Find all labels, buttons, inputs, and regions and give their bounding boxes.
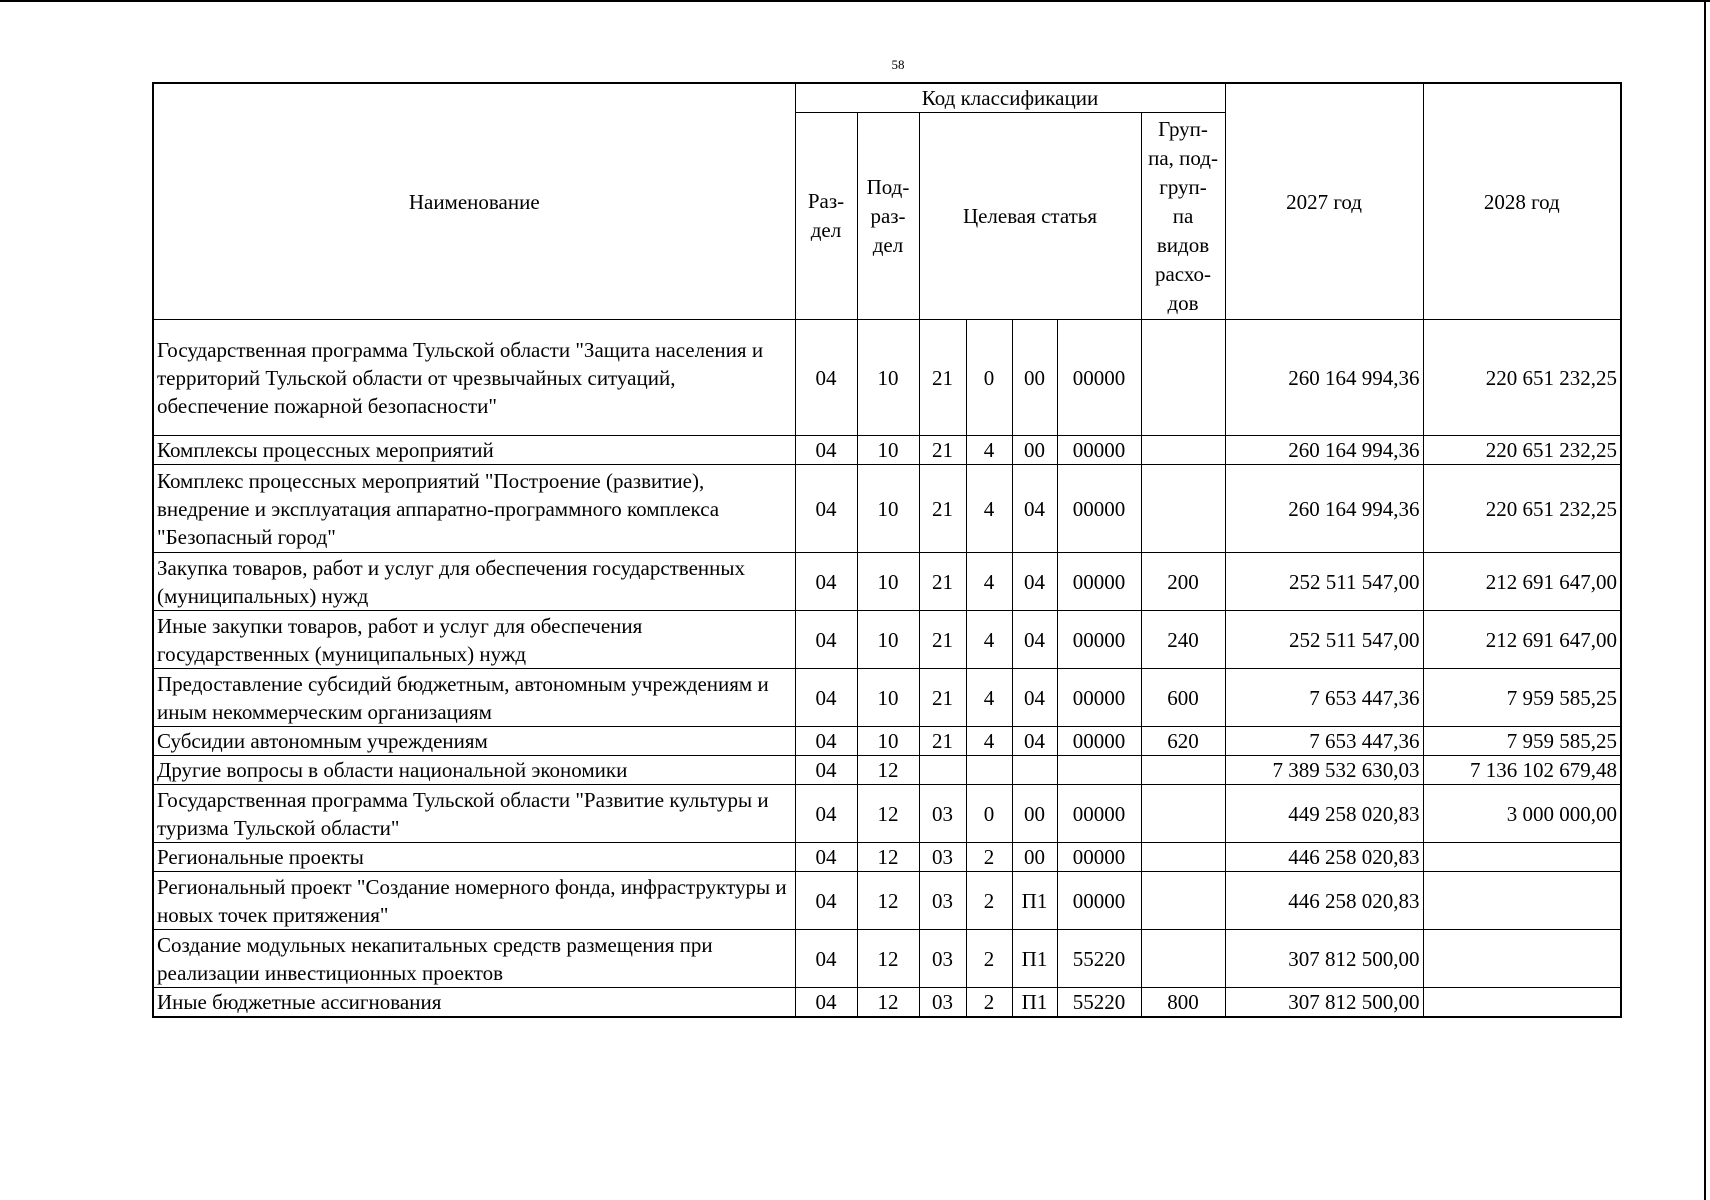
row-target-article-code: 00000 [1057,785,1141,843]
row-name: Государственная программа Тульской области "Развитие культуры и туризма Тульской области" [153,785,795,843]
row-name: Субсидии автономным учреждениям [153,727,795,756]
table-row [153,727,1621,756]
row-subsection: 12 [857,930,919,988]
row-amount-2028: 7 959 585,25 [1423,669,1621,727]
row-subsection: 10 [857,465,919,553]
row-target-article-program: 03 [919,785,966,843]
header-expense-group: Груп- па, под- груп- па видов расхо- дов [1141,113,1225,320]
row-amount-2027: 260 164 994,36 [1225,436,1423,465]
row-amount-2028: 3 000 000,00 [1423,785,1621,843]
table-row [153,465,1621,553]
row-target-article-direction: 04 [1012,465,1057,553]
row-expense-group [1141,785,1225,843]
row-target-article-code: 00000 [1057,553,1141,611]
row-amount-2027: 252 511 547,00 [1225,553,1423,611]
row-name: Комплексы процессных мероприятий [153,436,795,465]
table-row [153,756,1621,785]
row-target-article-direction: П1 [1012,872,1057,930]
row-amount-2027: 7 653 447,36 [1225,727,1423,756]
row-subsection: 12 [857,872,919,930]
row-target-article-direction: 04 [1012,553,1057,611]
row-subsection: 12 [857,988,919,1018]
row-target-article-direction: П1 [1012,930,1057,988]
row-expense-group: 600 [1141,669,1225,727]
table-row [153,872,1621,930]
row-amount-2027: 260 164 994,36 [1225,465,1423,553]
row-amount-2027: 252 511 547,00 [1225,611,1423,669]
row-target-article-code: 00000 [1057,436,1141,465]
row-target-article-code: 00000 [1057,843,1141,872]
table-header [153,83,1621,320]
row-target-article-type: 2 [966,872,1012,930]
row-target-article-direction: 00 [1012,785,1057,843]
row-target-article-program: 21 [919,611,966,669]
row-target-article-program: 03 [919,988,966,1018]
row-amount-2028: 220 651 232,25 [1423,465,1621,553]
row-expense-group: 240 [1141,611,1225,669]
row-amount-2028: 7 136 102 679,48 [1423,756,1621,785]
row-target-article-type: 2 [966,930,1012,988]
row-section: 04 [795,930,857,988]
row-expense-group: 200 [1141,553,1225,611]
row-subsection: 10 [857,553,919,611]
row-section: 04 [795,872,857,930]
row-amount-2028 [1423,872,1621,930]
row-amount-2028: 212 691 647,00 [1423,611,1621,669]
row-subsection: 10 [857,436,919,465]
table-row [153,843,1621,872]
header-target-article: Целевая статья [919,113,1141,320]
table-row [153,553,1621,611]
row-target-article-type [966,756,1012,785]
row-target-article-type: 4 [966,436,1012,465]
row-target-article-direction: П1 [1012,988,1057,1018]
row-amount-2027: 307 812 500,00 [1225,930,1423,988]
row-subsection: 12 [857,785,919,843]
row-amount-2028: 7 959 585,25 [1423,727,1621,756]
page-top-border [0,0,1710,2]
table-row [153,669,1621,727]
page-right-border [1704,0,1706,1200]
row-amount-2028 [1423,843,1621,872]
row-target-article-direction: 00 [1012,436,1057,465]
row-name: Другие вопросы в области национальной экономики [153,756,795,785]
row-target-article-code: 00000 [1057,727,1141,756]
row-target-article-type: 0 [966,785,1012,843]
row-section: 04 [795,320,857,436]
row-target-article-direction: 00 [1012,843,1057,872]
row-target-article-program: 21 [919,669,966,727]
page-number: 58 [891,57,905,72]
header-name: Наименование [153,83,795,320]
row-target-article-direction: 04 [1012,669,1057,727]
row-target-article-code: 00000 [1057,872,1141,930]
row-name: Региональный проект "Создание номерного фонда, инфраструктуры и новых точек притяжения" [153,872,795,930]
table-row [153,930,1621,988]
row-name: Иные закупки товаров, работ и услуг для обеспечения государственных (муниципальных) нужд [153,611,795,669]
budget-table [152,82,1622,1018]
row-target-article-type: 2 [966,988,1012,1018]
row-section: 04 [795,436,857,465]
row-target-article-program: 03 [919,872,966,930]
row-amount-2028 [1423,988,1621,1018]
row-section: 04 [795,843,857,872]
row-name: Региональные проекты [153,843,795,872]
row-section: 04 [795,988,857,1018]
row-target-article-type: 4 [966,465,1012,553]
row-expense-group [1141,436,1225,465]
row-section: 04 [795,465,857,553]
row-target-article-program: 03 [919,843,966,872]
row-name: Иные бюджетные ассигнования [153,988,795,1018]
row-amount-2027: 446 258 020,83 [1225,872,1423,930]
row-target-article-direction: 04 [1012,611,1057,669]
row-target-article-program: 21 [919,436,966,465]
row-expense-group [1141,320,1225,436]
row-expense-group: 620 [1141,727,1225,756]
row-target-article-program: 21 [919,465,966,553]
row-target-article-code: 55220 [1057,988,1141,1018]
header-classification-code: Код классификации [795,83,1225,113]
row-amount-2028: 220 651 232,25 [1423,436,1621,465]
row-expense-group [1141,756,1225,785]
row-expense-group [1141,930,1225,988]
row-name: Комплекс процессных мероприятий "Построение (развитие), внедрение и эксплуатация аппаратно-программного комплекса "Безопасный город" [153,465,795,553]
row-amount-2027: 7 389 532 630,03 [1225,756,1423,785]
table-row [153,611,1621,669]
row-target-article-type: 4 [966,669,1012,727]
table-row [153,436,1621,465]
header-subsection: Под- раз- дел [857,113,919,320]
table-row [153,320,1621,436]
row-section: 04 [795,727,857,756]
row-name: Государственная программа Тульской области "Защита населения и территорий Тульской области от чрезвычайных ситуаций, обеспечение пожарной безопасности" [153,320,795,436]
row-target-article-program: 21 [919,553,966,611]
row-section: 04 [795,669,857,727]
row-target-article-code: 00000 [1057,669,1141,727]
row-name: Создание модульных некапитальных средств размещения при реализации инвестиционных проектов [153,930,795,988]
row-expense-group [1141,843,1225,872]
table-body [153,320,1621,1018]
row-amount-2027: 307 812 500,00 [1225,988,1423,1018]
row-name: Предоставление субсидий бюджетным, автономным учреждениям и иным некоммерческим организациям [153,669,795,727]
row-target-article-type: 0 [966,320,1012,436]
row-subsection: 10 [857,320,919,436]
row-expense-group [1141,465,1225,553]
header-year-2027: 2027 год [1225,83,1423,320]
row-subsection: 10 [857,669,919,727]
row-amount-2027: 260 164 994,36 [1225,320,1423,436]
row-target-article-type: 4 [966,611,1012,669]
row-section: 04 [795,756,857,785]
row-expense-group: 800 [1141,988,1225,1018]
row-amount-2027: 449 258 020,83 [1225,785,1423,843]
row-subsection: 10 [857,727,919,756]
row-name: Закупка товаров, работ и услуг для обеспечения государственных (муниципальных) нужд [153,553,795,611]
row-target-article-type: 2 [966,843,1012,872]
row-amount-2027: 446 258 020,83 [1225,843,1423,872]
row-target-article-code: 00000 [1057,465,1141,553]
header-year-2028: 2028 год [1423,83,1621,320]
row-target-article-code: 00000 [1057,320,1141,436]
row-amount-2027: 7 653 447,36 [1225,669,1423,727]
row-expense-group [1141,872,1225,930]
row-amount-2028: 220 651 232,25 [1423,320,1621,436]
row-subsection: 10 [857,611,919,669]
header-section: Раз- дел [795,113,857,320]
row-target-article-code: 00000 [1057,611,1141,669]
row-section: 04 [795,785,857,843]
row-amount-2028 [1423,930,1621,988]
row-target-article-direction: 00 [1012,320,1057,436]
table-row [153,785,1621,843]
row-target-article-direction: 04 [1012,727,1057,756]
row-target-article-code: 55220 [1057,930,1141,988]
row-subsection: 12 [857,843,919,872]
row-target-article-program: 21 [919,320,966,436]
row-amount-2028: 212 691 647,00 [1423,553,1621,611]
row-subsection: 12 [857,756,919,785]
row-target-article-type: 4 [966,727,1012,756]
row-target-article-type: 4 [966,553,1012,611]
row-target-article-program [919,756,966,785]
row-target-article-direction [1012,756,1057,785]
row-target-article-program: 21 [919,727,966,756]
row-section: 04 [795,611,857,669]
row-section: 04 [795,553,857,611]
table-row [153,988,1621,1018]
row-target-article-program: 03 [919,930,966,988]
row-target-article-code [1057,756,1141,785]
